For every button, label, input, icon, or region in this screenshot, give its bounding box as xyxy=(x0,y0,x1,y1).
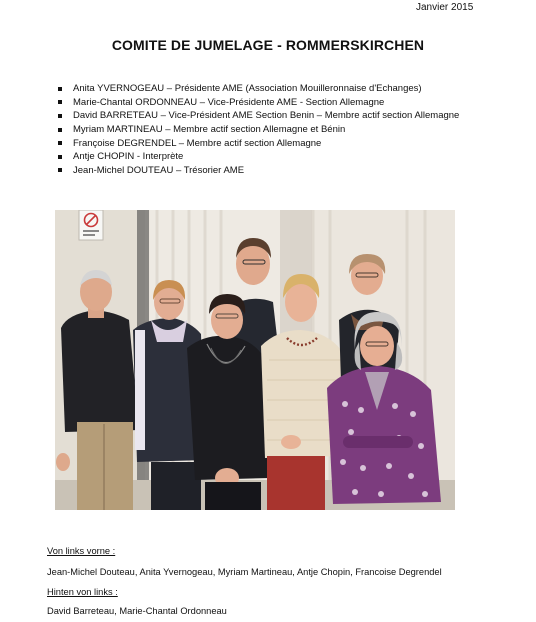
document-date: Janvier 2015 xyxy=(416,2,474,13)
caption-front-names: Jean-Michel Douteau, Anita Yvernogeau, Myriam Martineau, Antje Chopin, Francoise Degrendel xyxy=(47,567,442,577)
bullet-icon xyxy=(58,87,62,91)
group-photo-illustration xyxy=(55,210,455,510)
bullet-icon xyxy=(58,168,62,172)
member-entry: Myriam MARTINEAU – Membre actif section Allemagne et Bénin xyxy=(73,124,346,136)
member-entry: David BARRETEAU – Vice-Président AME Section Benin – Membre actif section Allemagne xyxy=(73,110,460,122)
list-item xyxy=(58,136,459,150)
list-item xyxy=(58,150,459,164)
member-entry: Françoise DEGRENDEL – Membre actif section Allemagne xyxy=(73,137,322,149)
document-title: COMITE DE JUMELAGE - ROMMERSKIRCHEN xyxy=(111,37,425,53)
bullet-icon xyxy=(58,114,62,118)
bullet-icon xyxy=(58,128,62,132)
member-entry: Anita YVERNOGEAU – Présidente AME (Association Mouilleronnaise d'Echanges) xyxy=(73,83,422,95)
member-entry: Jean-Michel DOUTEAU – Trésorier AME xyxy=(73,164,245,176)
list-item xyxy=(58,164,459,178)
list-item xyxy=(58,82,459,96)
caption-front-heading: Von links vorne : xyxy=(47,546,116,556)
bullet-icon xyxy=(58,155,62,159)
group-photo xyxy=(55,210,455,510)
list-item xyxy=(58,109,459,123)
no-smoking-sign-icon xyxy=(79,210,103,240)
bullet-icon xyxy=(58,100,62,104)
list-item xyxy=(58,123,459,137)
caption-back-names: David Barreteau, Marie-Chantal Ordonneau xyxy=(47,606,227,616)
list-item xyxy=(58,96,459,110)
member-entry: Marie-Chantal ORDONNEAU – Vice-Présidente AME - Section Allemagne xyxy=(73,96,385,108)
member-list xyxy=(58,82,459,177)
member-entry: Antje CHOPIN - Interprète xyxy=(73,151,184,163)
caption-back-heading: Hinten von links : xyxy=(47,587,118,597)
bullet-icon xyxy=(58,141,62,145)
